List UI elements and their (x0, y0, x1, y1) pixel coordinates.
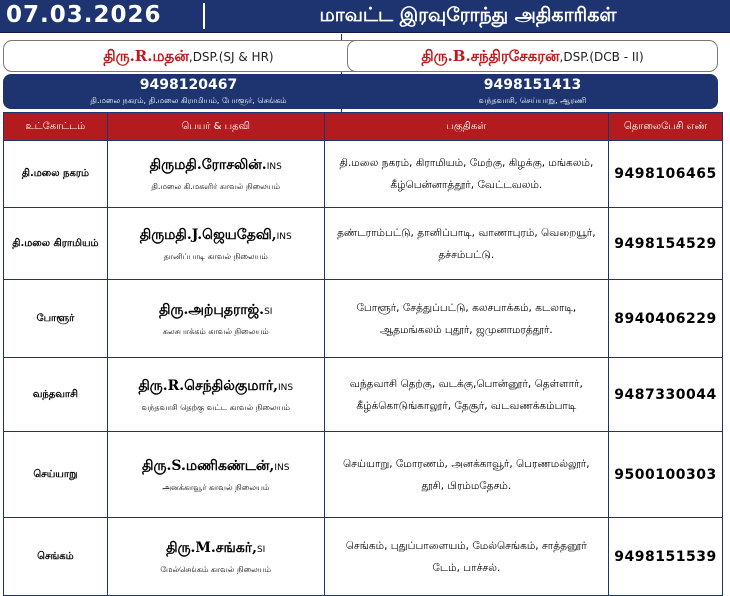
dsp-name: திரு.B.சந்திரசேகரன் (421, 47, 560, 65)
duty-table (3, 112, 723, 596)
col-header-name: பெயர் & பதவி (107, 113, 324, 141)
officer-cell (107, 141, 324, 208)
phone-cell: 9498154529 (609, 208, 723, 280)
table-row (4, 280, 723, 358)
dsp-card-1 (3, 40, 374, 72)
col-header-subdivision: உட்கோட்டம் (4, 113, 108, 141)
officer-rank: INS (276, 231, 292, 242)
officer-rank: INS (278, 382, 294, 393)
officer-station: மேல்செங்கம் காவல் நிலையம் (160, 564, 272, 574)
page-title: மாவட்ட இரவுரோந்து அதிகாரிகள் (319, 4, 617, 26)
officer-rank: SI (264, 306, 273, 317)
officer-station: அனக்காவூர் காவல் நிலையம் (162, 482, 270, 492)
table-row (4, 208, 723, 280)
subdivision-cell: செய்யாறு (4, 432, 108, 518)
phone-cell: 9487330044 (609, 358, 723, 432)
dsp-phone: 9498151413 (483, 77, 582, 93)
officer-cell (107, 432, 324, 518)
officer-rank: INS (266, 162, 282, 172)
officer-cell (107, 518, 324, 596)
dsp-name: திரு.R.மதன் (103, 47, 189, 65)
areas-cell: செங்கம், புதுப்பாளையம், மேல்செங்கம், சாத்தனூர் டேம், பாச்சல். (324, 518, 608, 596)
dsp-contact-2 (347, 74, 718, 109)
phone-cell: 8940406229 (609, 280, 723, 358)
officer-name: திருமதி.J.ஜெயதேவி,INS (139, 226, 292, 243)
officer-rank: INS (274, 462, 290, 473)
subdivision-cell: வந்தவாசி (4, 358, 108, 432)
dsp-rank: ,DSP.(DCB - II) (559, 50, 644, 64)
officer-cell (107, 358, 324, 432)
subdivision-cell: தி.மலை கிராமியம் (4, 208, 108, 280)
header-bar (0, 0, 730, 33)
table-row (4, 518, 723, 596)
officer-station: வந்தவாசி தெற்கு வட்ட காவல் நிலையம் (141, 402, 290, 412)
phone-cell: 9498151539 (609, 518, 723, 596)
subdivision-cell: தி.மலை நகரம் (4, 141, 108, 208)
dsp-phone: 9498120467 (139, 77, 238, 93)
col-header-phone: தொலைபேசி எண் (609, 113, 723, 141)
table-row (4, 358, 723, 432)
officer-name: திரு.R.செந்தில்குமார்,INS (138, 377, 294, 394)
dsp-areas: வந்தவாசி, செய்யாறு, ஆரணி (478, 96, 587, 105)
areas-cell: தண்டராம்பட்டு, தானிப்பாடி, வாணாபுரம், வெறையூர், தச்சம்பட்டு. (324, 208, 608, 280)
officer-rank: SI (256, 544, 266, 555)
table-header-row (4, 113, 723, 141)
phone-cell: 9500100303 (609, 432, 723, 518)
areas-cell: வந்தவாசி தெற்கு, வடக்கு,பொன்னூர், தெள்ளார், கீழ்க்கொடுங்காலூர், தேசூர், வடவணக்கம்பாடி (324, 358, 608, 432)
header-divider (203, 3, 205, 29)
officer-name: திரு.அற்புதராஜ்.SI (159, 301, 273, 318)
dsp-areas: தி.மலை நகரம், தி.மலை கிராமியம், போளூர், செங்கம் (90, 96, 287, 105)
areas-cell: செய்யாறு, மோரணம், அனக்காவூர், பெரணமல்லூர், தூசி, பிரம்மதேசம். (324, 432, 608, 518)
col-header-areas: பகுதிகள் (324, 113, 608, 141)
subdivision-cell: போளூர் (4, 280, 108, 358)
areas-cell: போளூர், சேத்துப்பட்டு, கலசபாக்கம், கடலாடி, ஆதமங்கலம் புதூர், ஜமுனாமரத்தூர். (324, 280, 608, 358)
officer-name: திரு.M.சங்கர்,SI (166, 539, 266, 556)
dsp-contact-1 (3, 74, 374, 109)
officer-cell (107, 208, 324, 280)
table-row (4, 141, 723, 208)
officer-name: திரு.S.மணிகண்டன்,INS (142, 457, 290, 474)
phone-cell: 9498106465 (609, 141, 723, 208)
officer-station: கலசபாக்கம் காவல் நிலையம் (162, 326, 269, 336)
officer-cell (107, 280, 324, 358)
dsp-card-2 (347, 40, 718, 72)
dsp-rank: ,DSP.(SJ & HR) (188, 50, 274, 64)
officer-name: திருமதி.ரோசலின்.INS (149, 157, 282, 173)
table-row (4, 432, 723, 518)
officer-station: தானிப்பாடி காவல் நிலையம் (163, 251, 268, 261)
subdivision-cell: செங்கம் (4, 518, 108, 596)
officer-station: தி.மலை கி.மகளிர் காவல் நிலையம் (151, 182, 281, 191)
areas-cell: தி.மலை நகரம், கிராமியம், மேற்கு, கிழக்கு, மங்கலம், கீழ்பென்னாத்தூர், வேட்டவலம். (324, 141, 608, 208)
duty-date: 07.03.2026 (6, 2, 162, 28)
